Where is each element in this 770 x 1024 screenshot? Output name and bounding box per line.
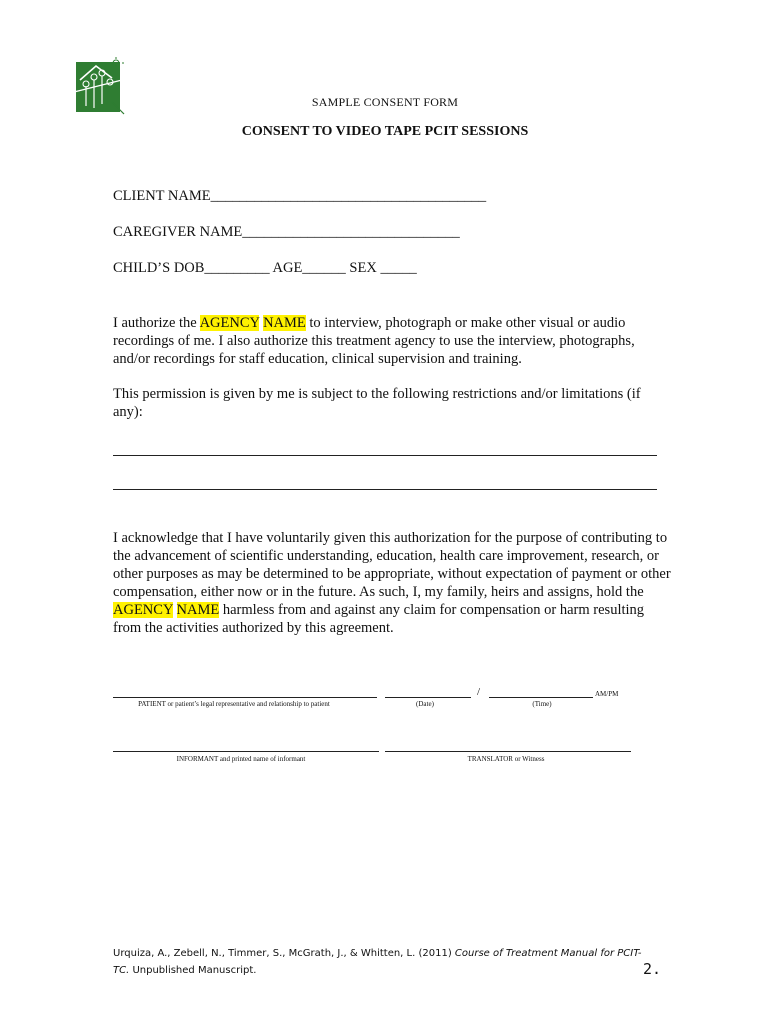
agency-placeholder: AGENCY [199, 315, 260, 331]
authorization-paragraph [113, 314, 673, 368]
citation-unpublished: Unpublished Manuscript. [132, 965, 257, 976]
restriction-line-1[interactable] [113, 455, 657, 456]
restrictions-paragraph: This permission is given by me is subject to the following restrictions and/or limitations (if any): [113, 386, 641, 420]
translator-caption: TRANSLATOR or Witness [467, 755, 545, 763]
footer-citation [113, 945, 673, 979]
citation-book-title-cont: TC. [113, 965, 130, 976]
date-time-separator: / [477, 686, 481, 698]
time-caption: (Time) [532, 700, 552, 708]
date-line[interactable] [385, 697, 471, 698]
translator-signature-line[interactable] [385, 751, 631, 752]
page-title: CONSENT TO VIDEO TAPE PCIT SESSIONS [241, 124, 529, 139]
caregiver-name-field[interactable]: CAREGIVER NAME______________________________ [113, 224, 460, 240]
time-line[interactable] [489, 697, 593, 698]
agency-name-placeholder: NAME [263, 315, 306, 331]
patient-signature-line[interactable] [113, 697, 377, 698]
authorization-text-before: I authorize the [113, 315, 200, 331]
agency-placeholder: AGENCY [113, 602, 173, 618]
sample-consent-label: SAMPLE CONSENT FORM [311, 95, 459, 109]
informant-caption: INFORMANT and printed name of informant [176, 755, 306, 763]
citation-book-title: Course of Treatment Manual for PCIT- [454, 948, 642, 959]
citation-authors: Urquiza, A., Zebell, N., Timmer, S., McGrath, J., & Whitten, L. (2011) [113, 948, 452, 959]
acknowledgement-paragraph [113, 529, 673, 637]
child-info-field[interactable]: CHILD’S DOB_________ AGE______ SEX _____ [113, 260, 417, 276]
am-pm-label: AM/PM [595, 690, 619, 698]
date-caption: (Date) [416, 700, 434, 708]
authorization-text-after: to interview, photograph or make other visual or audio recordings of me. I also authorize this treatment agency to use the interview, photographs, and/or recordings for staff education, clinical supervision and training. [113, 315, 635, 367]
informant-signature-line[interactable] [113, 751, 379, 752]
page-number: 2. [643, 960, 662, 978]
client-name-field[interactable]: CLIENT NAME______________________________________ [113, 188, 487, 204]
agency-name-placeholder: NAME [176, 602, 220, 618]
restriction-line-2[interactable] [113, 489, 657, 490]
patient-caption: PATIENT or patient’s legal representative and relationship to patient [138, 700, 330, 708]
acknowledgement-text-before: I acknowledge that I have voluntarily given this authorization for the purpose of contributing to the advancement of scientific understanding, education, health care improvement, research, or other purposes as may be determined to be appropriate, without expectation of payment or other compensation, either now or in the future. As such, I, my family, heirs and assigns, hold the [113, 530, 671, 600]
acknowledgement-text-after: harmless from and against any claim for compensation or harm resulting from the activities authorized by this agreement. [113, 602, 645, 636]
